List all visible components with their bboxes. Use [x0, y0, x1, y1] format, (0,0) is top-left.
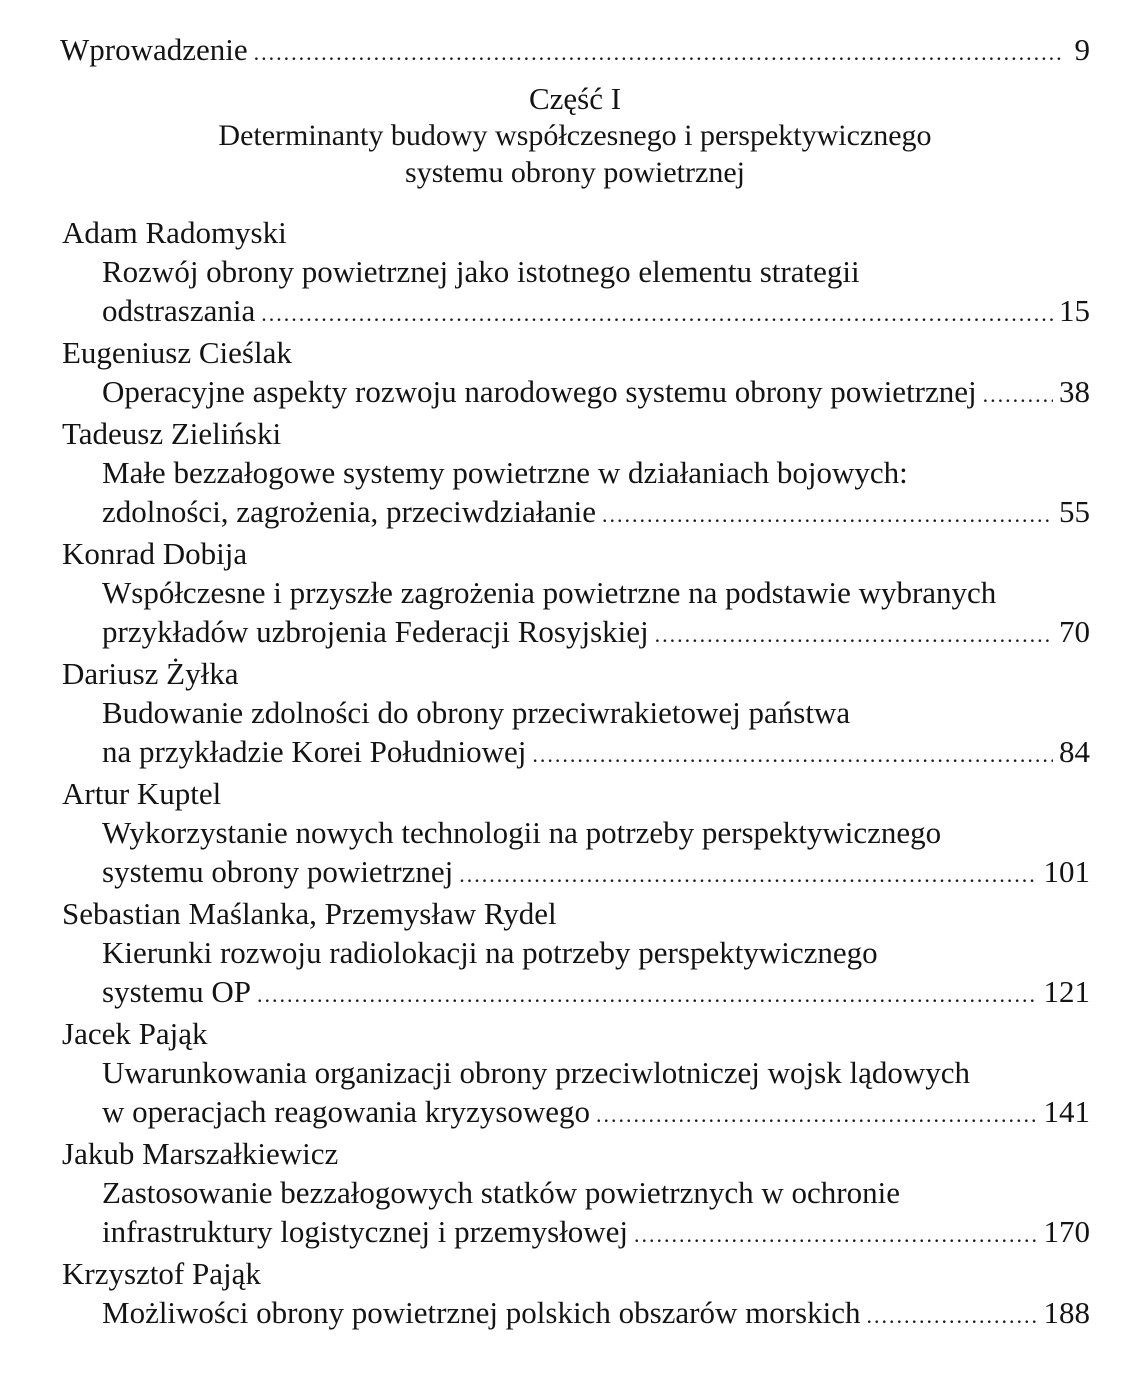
toc-entry [60, 213, 1090, 333]
toc-author: Dariusz Żyłka [62, 656, 239, 691]
toc-author: Tadeusz Zieliński [62, 416, 282, 451]
toc-title-text: systemu obrony powietrznej [102, 854, 454, 889]
page-number: 70 [1059, 614, 1090, 649]
dot-leader [596, 1095, 1037, 1134]
part-subtitle-line-2: systemu obrony powietrznej [405, 156, 745, 189]
toc-title-line-1: Wykorzystanie nowych technologii na potrzeby perspektywicznego [102, 815, 942, 850]
page-number: 121 [1043, 974, 1090, 1009]
toc-title-line-1: Zastosowanie bezzałogowych statków powietrznych w ochronie [102, 1175, 900, 1210]
toc-title-line-2 [60, 492, 1090, 534]
toc-entry [60, 1014, 1090, 1134]
toc-author: Eugeniusz Cieślak [62, 335, 292, 370]
toc-author: Krzysztof Pająk [62, 1256, 261, 1291]
part-title: Część I [528, 81, 622, 116]
toc-entry [60, 654, 1090, 774]
dot-leader [261, 294, 1053, 333]
toc-title-text: infrastruktury logistycznej i przemysłowej [102, 1214, 629, 1249]
toc-title-text: w operacjach reagowania kryzysowego [102, 1094, 591, 1129]
part-subtitle-line-1: Determinanty budowy współczesnego i perspektywicznego [218, 119, 932, 152]
dot-leader [602, 495, 1053, 534]
table-of-contents [60, 30, 1090, 1335]
toc-title-line-2 [60, 1212, 1090, 1254]
toc-title-line-2 [60, 291, 1090, 333]
dot-leader [867, 1296, 1038, 1335]
toc-author: Adam Radomyski [62, 215, 287, 250]
toc-title-text: Operacyjne aspekty rozwoju narodowego systemu obrony powietrznej [102, 374, 977, 409]
toc-title-line-1: Uwarunkowania organizacji obrony przeciwlotniczej wojsk lądowych [102, 1055, 970, 1090]
toc-author: Konrad Dobija [62, 536, 248, 571]
page-number: 15 [1059, 293, 1090, 328]
dot-leader [254, 33, 1064, 72]
dot-leader [459, 855, 1037, 894]
toc-title-text: odstraszania [102, 293, 256, 328]
page-number: 84 [1059, 734, 1090, 769]
toc-title-line-2 [60, 972, 1090, 1014]
toc-entry [60, 534, 1090, 654]
page-number: 101 [1043, 854, 1090, 889]
toc-entry [60, 894, 1090, 1014]
toc-author: Artur Kuptel [62, 776, 222, 811]
toc-title-line-2 [60, 372, 1090, 414]
toc-entry [60, 1134, 1090, 1254]
page-number: 188 [1043, 1295, 1090, 1330]
toc-title-text: zdolności, zagrożenia, przeciwdziałanie [102, 494, 597, 529]
toc-title-line-2 [60, 612, 1090, 654]
toc-title-line-2 [60, 1092, 1090, 1134]
toc-title-line-1: Kierunki rozwoju radiolokacji na potrzeby perspektywicznego [102, 935, 878, 970]
toc-entries [60, 213, 1090, 1335]
toc-entry [60, 774, 1090, 894]
toc-title-text: na przykładzie Korei Południowej [102, 734, 527, 769]
dot-leader [983, 375, 1053, 414]
toc-author: Sebastian Maślanka, Przemysław Rydel [62, 896, 557, 931]
toc-title-line-1: Współczesne i przyszłe zagrożenia powietrzne na podstawie wybranych [102, 575, 997, 610]
dot-leader [655, 615, 1053, 654]
toc-title-text: systemu OP [102, 974, 251, 1009]
toc-entry [60, 333, 1090, 414]
page-number: 141 [1043, 1094, 1090, 1129]
part-heading [60, 80, 1090, 191]
toc-title-line-2 [60, 1293, 1090, 1335]
toc-title-line-1: Małe bezzałogowe systemy powietrzne w działaniach bojowych: [102, 455, 908, 490]
page-number: 38 [1059, 374, 1090, 409]
page-number: 170 [1043, 1214, 1090, 1249]
toc-entry-label: Wprowadzenie [60, 32, 248, 67]
toc-title-text: przykładów uzbrojenia Federacji Rosyjskiej [102, 614, 649, 649]
page-number: 55 [1059, 494, 1090, 529]
toc-title-line-1: Rozwój obrony powietrznej jako istotnego elementu strategii [102, 254, 860, 289]
toc-author: Jakub Marszałkiewicz [62, 1136, 339, 1171]
toc-title-line-2 [60, 732, 1090, 774]
toc-title-text: Możliwości obrony powietrznej polskich obszarów morskich [102, 1295, 861, 1330]
toc-author: Jacek Pająk [62, 1016, 208, 1051]
toc-entry [60, 414, 1090, 534]
dot-leader [532, 735, 1053, 774]
toc-title-line-1: Budowanie zdolności do obrony przeciwrakietowej państwa [102, 695, 851, 730]
page-number: 9 [1074, 32, 1090, 67]
dot-leader [634, 1215, 1037, 1254]
toc-entry-introduction [60, 30, 1090, 72]
toc-entry [60, 1254, 1090, 1335]
dot-leader [257, 975, 1038, 1014]
scan-specks [430, 1330, 830, 1360]
toc-title-line-2 [60, 852, 1090, 894]
